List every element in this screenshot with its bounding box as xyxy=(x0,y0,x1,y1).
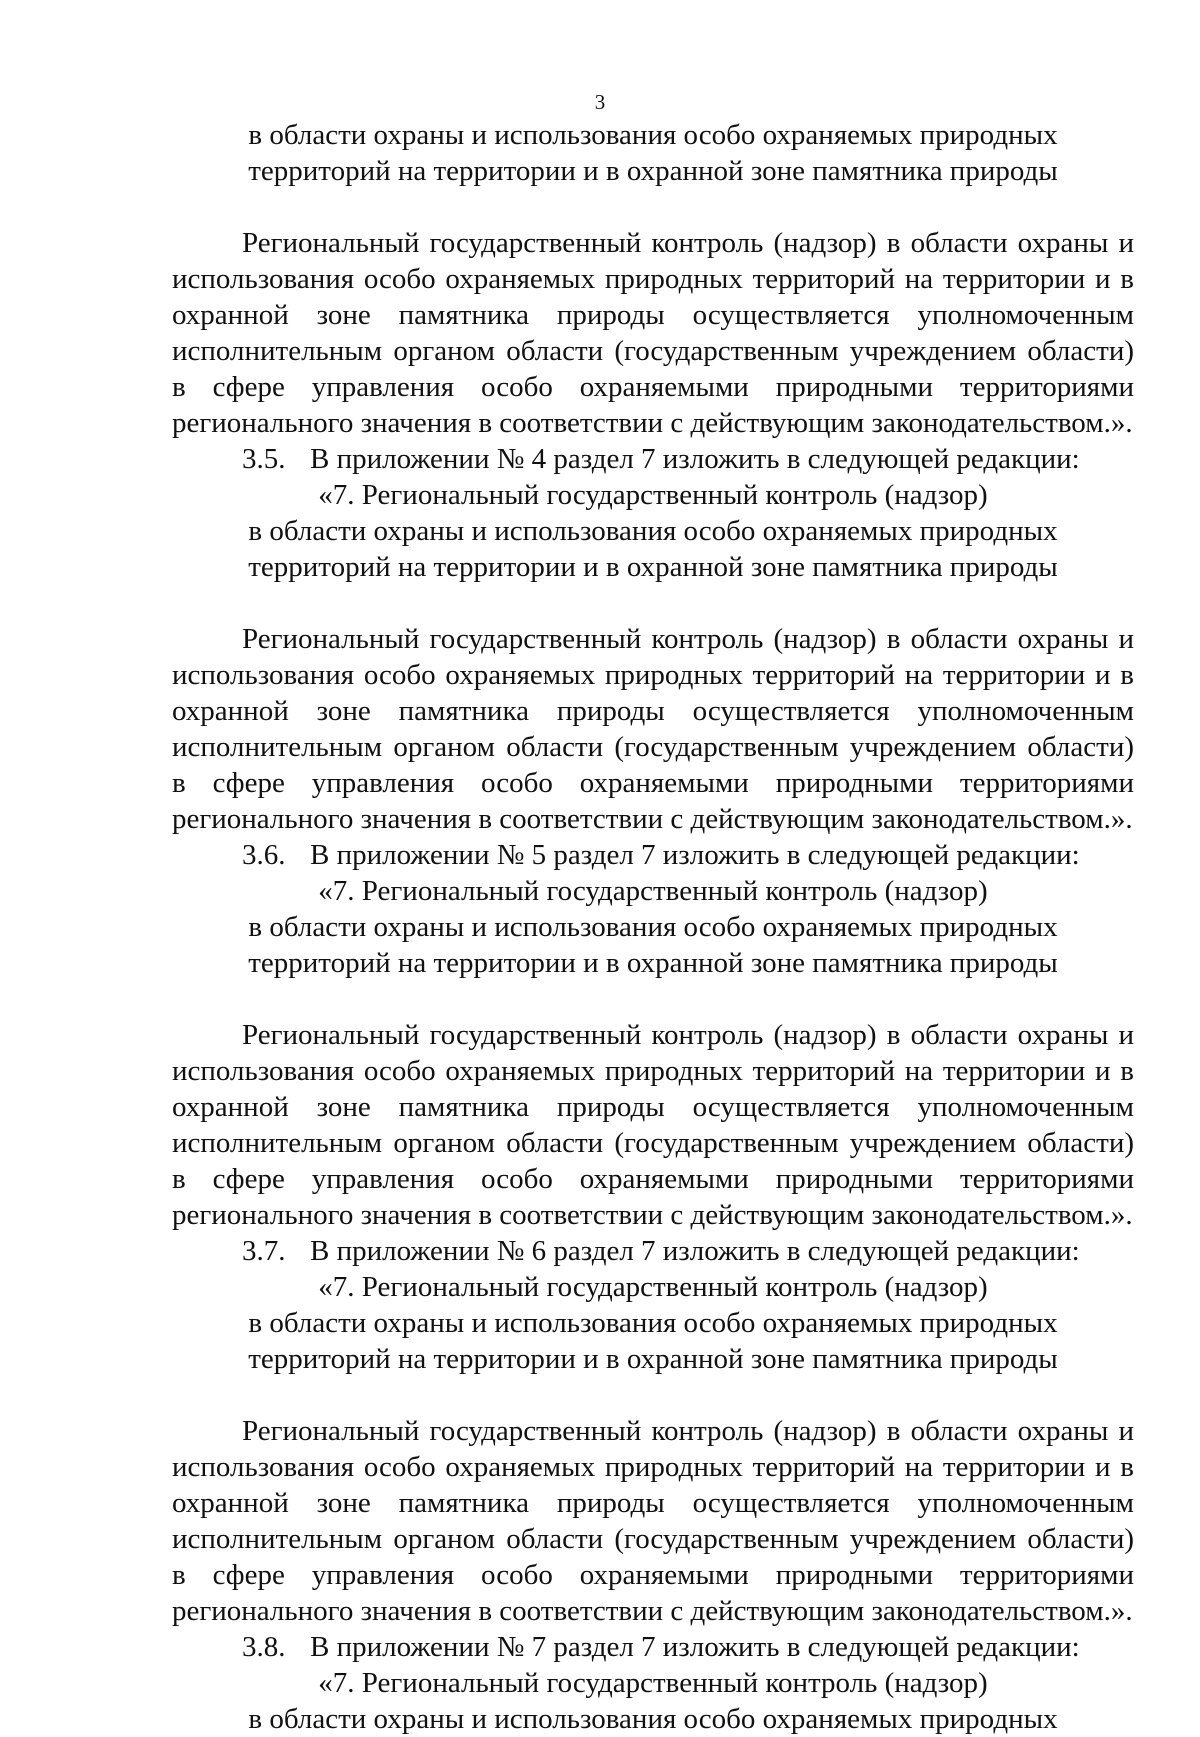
page-number: 3 xyxy=(594,90,606,114)
paragraph: Региональный государственный контроль (надзор) в области охраны и использования особо охраняемых природных территорий на территории и в охранной зоне памятника природы осуществляется уполномоченным исполнительным органом области (государственным учреждением области) в сфере управления особо охраняемыми природными территориями регионального значения в соответствии с действующим законодательством.». xyxy=(172,227,1134,439)
item-number: 3.8. xyxy=(242,1631,286,1663)
paragraph: Региональный государственный контроль (надзор) в области охраны и использования особо охраняемых природных территорий на территории и в охранной зоне памятника природы осуществляется уполномоченным исполнительным органом области (государственным учреждением области) в сфере управления особо охраняемыми природными территориями регионального значения в соответствии с действующим законодательством.». xyxy=(172,1415,1134,1627)
blank-line xyxy=(172,189,1134,225)
heading-line: в области охраны и использования особо охраняемых природных xyxy=(248,119,1058,151)
blank-line xyxy=(172,981,1134,1017)
document-body xyxy=(172,117,1134,1737)
item-number: 3.7. xyxy=(242,1235,286,1267)
heading-line: «7. Региональный государственный контроль (надзор) xyxy=(318,479,988,511)
heading-line: территорий на территории и в охранной зоне памятника природы xyxy=(248,155,1058,187)
heading-line: «7. Региональный государственный контроль (надзор) xyxy=(318,1667,988,1699)
heading-line: «7. Региональный государственный контроль (надзор) xyxy=(318,1271,988,1303)
item-number: 3.6. xyxy=(242,839,286,871)
section-heading xyxy=(172,1269,1134,1377)
heading-line: «7. Региональный государственный контроль (надзор) xyxy=(318,875,988,907)
heading-line: территорий на территории и в охранной зоне памятника природы xyxy=(248,1343,1058,1375)
blank-line xyxy=(172,1377,1134,1413)
section-heading xyxy=(172,477,1134,585)
section-heading-intro xyxy=(172,117,1134,189)
list-item-3-5 xyxy=(172,441,1134,477)
heading-line: территорий на территории и в охранной зоне памятника природы xyxy=(248,947,1058,979)
item-text: В приложении № 6 раздел 7 изложить в следующей редакции: xyxy=(310,1235,1080,1267)
item-number: 3.5. xyxy=(242,443,286,475)
heading-line: в области охраны и использования особо охраняемых природных xyxy=(248,515,1058,547)
section-heading xyxy=(172,1665,1134,1737)
heading-line: территорий на территории и в охранной зоне памятника природы xyxy=(248,551,1058,583)
item-text: В приложении № 4 раздел 7 изложить в следующей редакции: xyxy=(310,443,1080,475)
blank-line xyxy=(172,585,1134,621)
heading-line: в области охраны и использования особо охраняемых природных xyxy=(248,1307,1058,1339)
paragraph: Региональный государственный контроль (надзор) в области охраны и использования особо охраняемых природных территорий на территории и в охранной зоне памятника природы осуществляется уполномоченным исполнительным органом области (государственным учреждением области) в сфере управления особо охраняемыми природными территориями регионального значения в соответствии с действующим законодательством.». xyxy=(172,1019,1134,1231)
heading-line: в области охраны и использования особо охраняемых природных xyxy=(248,1703,1058,1735)
section-heading xyxy=(172,873,1134,981)
list-item-3-6 xyxy=(172,837,1134,873)
list-item-3-8 xyxy=(172,1629,1134,1665)
item-text: В приложении № 7 раздел 7 изложить в следующей редакции: xyxy=(310,1631,1080,1663)
list-item-3-7 xyxy=(172,1233,1134,1269)
paragraph: Региональный государственный контроль (надзор) в области охраны и использования особо охраняемых природных территорий на территории и в охранной зоне памятника природы осуществляется уполномоченным исполнительным органом области (государственным учреждением области) в сфере управления особо охраняемыми природными территориями регионального значения в соответствии с действующим законодательством.». xyxy=(172,623,1134,835)
item-text: В приложении № 5 раздел 7 изложить в следующей редакции: xyxy=(310,839,1080,871)
heading-line: в области охраны и использования особо охраняемых природных xyxy=(248,911,1058,943)
